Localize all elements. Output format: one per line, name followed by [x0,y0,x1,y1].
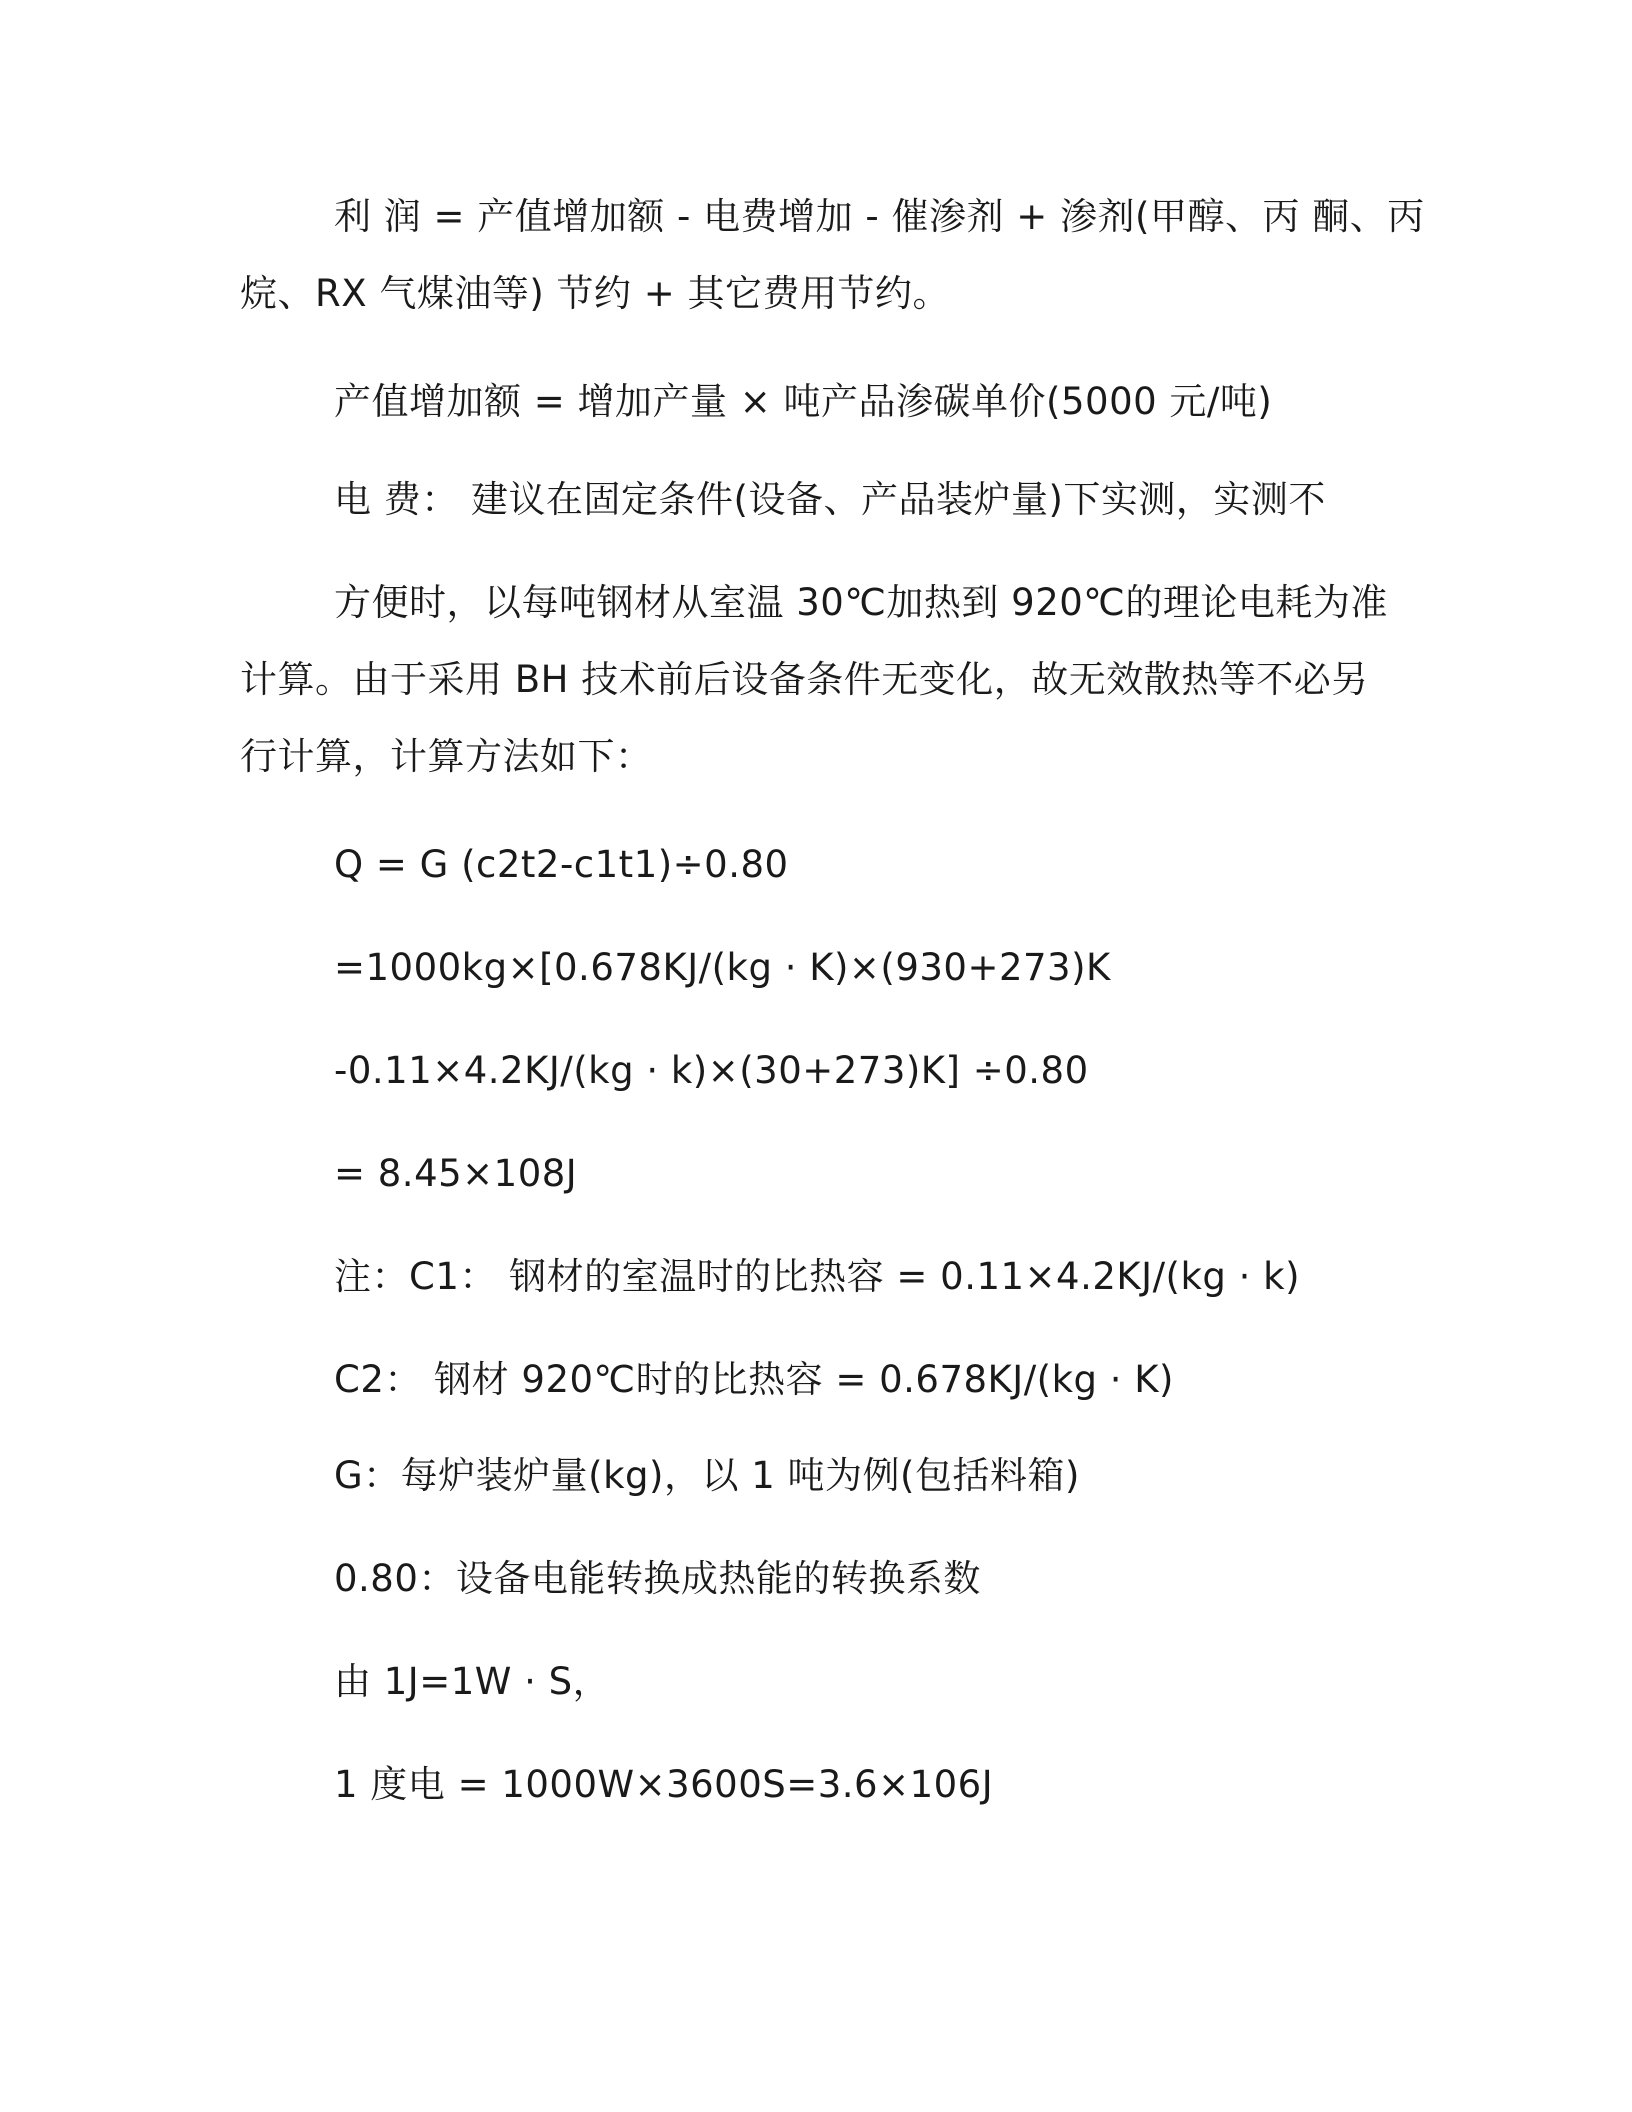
electricity-paragraph-line-2: 方便时，以每吨钢材从室温 30℃加热到 920℃的理论电耗为准 [334,581,1388,624]
profit-formula-line-2: 烷、RX 气煤油等) 节约 + 其它费用节约。 [240,272,951,315]
electricity-paragraph-line-4: 行计算，计算方法如下： [240,735,653,778]
heat-formula-result: = 8.45×108J [334,1152,578,1195]
note-c1: 注：C1： 钢材的室温时的比热容 = 0.11×4.2KJ/(kg · k) [334,1255,1301,1298]
electricity-paragraph-line-3: 计算。由于采用 BH 技术前后设备条件无变化，故无效散热等不必另 [240,658,1369,701]
joule-definition: 由 1J=1W · S， [334,1660,611,1703]
output-value-formula: 产值增加额 = 增加产量 × 吨产品渗碳单价(5000 元/吨) [334,380,1273,423]
note-conversion-factor: 0.80：设备电能转换成热能的转换系数 [334,1557,981,1600]
heat-formula-step-1: =1000kg×[0.678KJ/(kg · K)×(930+273)K [334,946,1111,989]
kwh-definition: 1 度电 = 1000W×3600S=3.6×106J [334,1763,994,1806]
note-g: G：每炉装炉量(kg)，以 1 吨为例(包括料箱) [334,1454,1080,1497]
heat-formula-step-2: -0.11×4.2KJ/(kg · k)×(30+273)K] ÷0.80 [334,1049,1089,1092]
note-c2: C2： 钢材 920℃时的比热容 = 0.678KJ/(kg · K) [334,1358,1174,1401]
heat-formula: Q = G (c2t2-c1t1)÷0.80 [334,843,789,886]
electricity-paragraph-line-1: 电 费： 建议在固定条件(设备、产品装炉量)下实测，实测不 [334,478,1326,521]
profit-formula-line-1: 利 润 = 产值增加额 - 电费增加 - 催渗剂 + 渗剂(甲醇、丙 酮、丙 [334,195,1425,238]
